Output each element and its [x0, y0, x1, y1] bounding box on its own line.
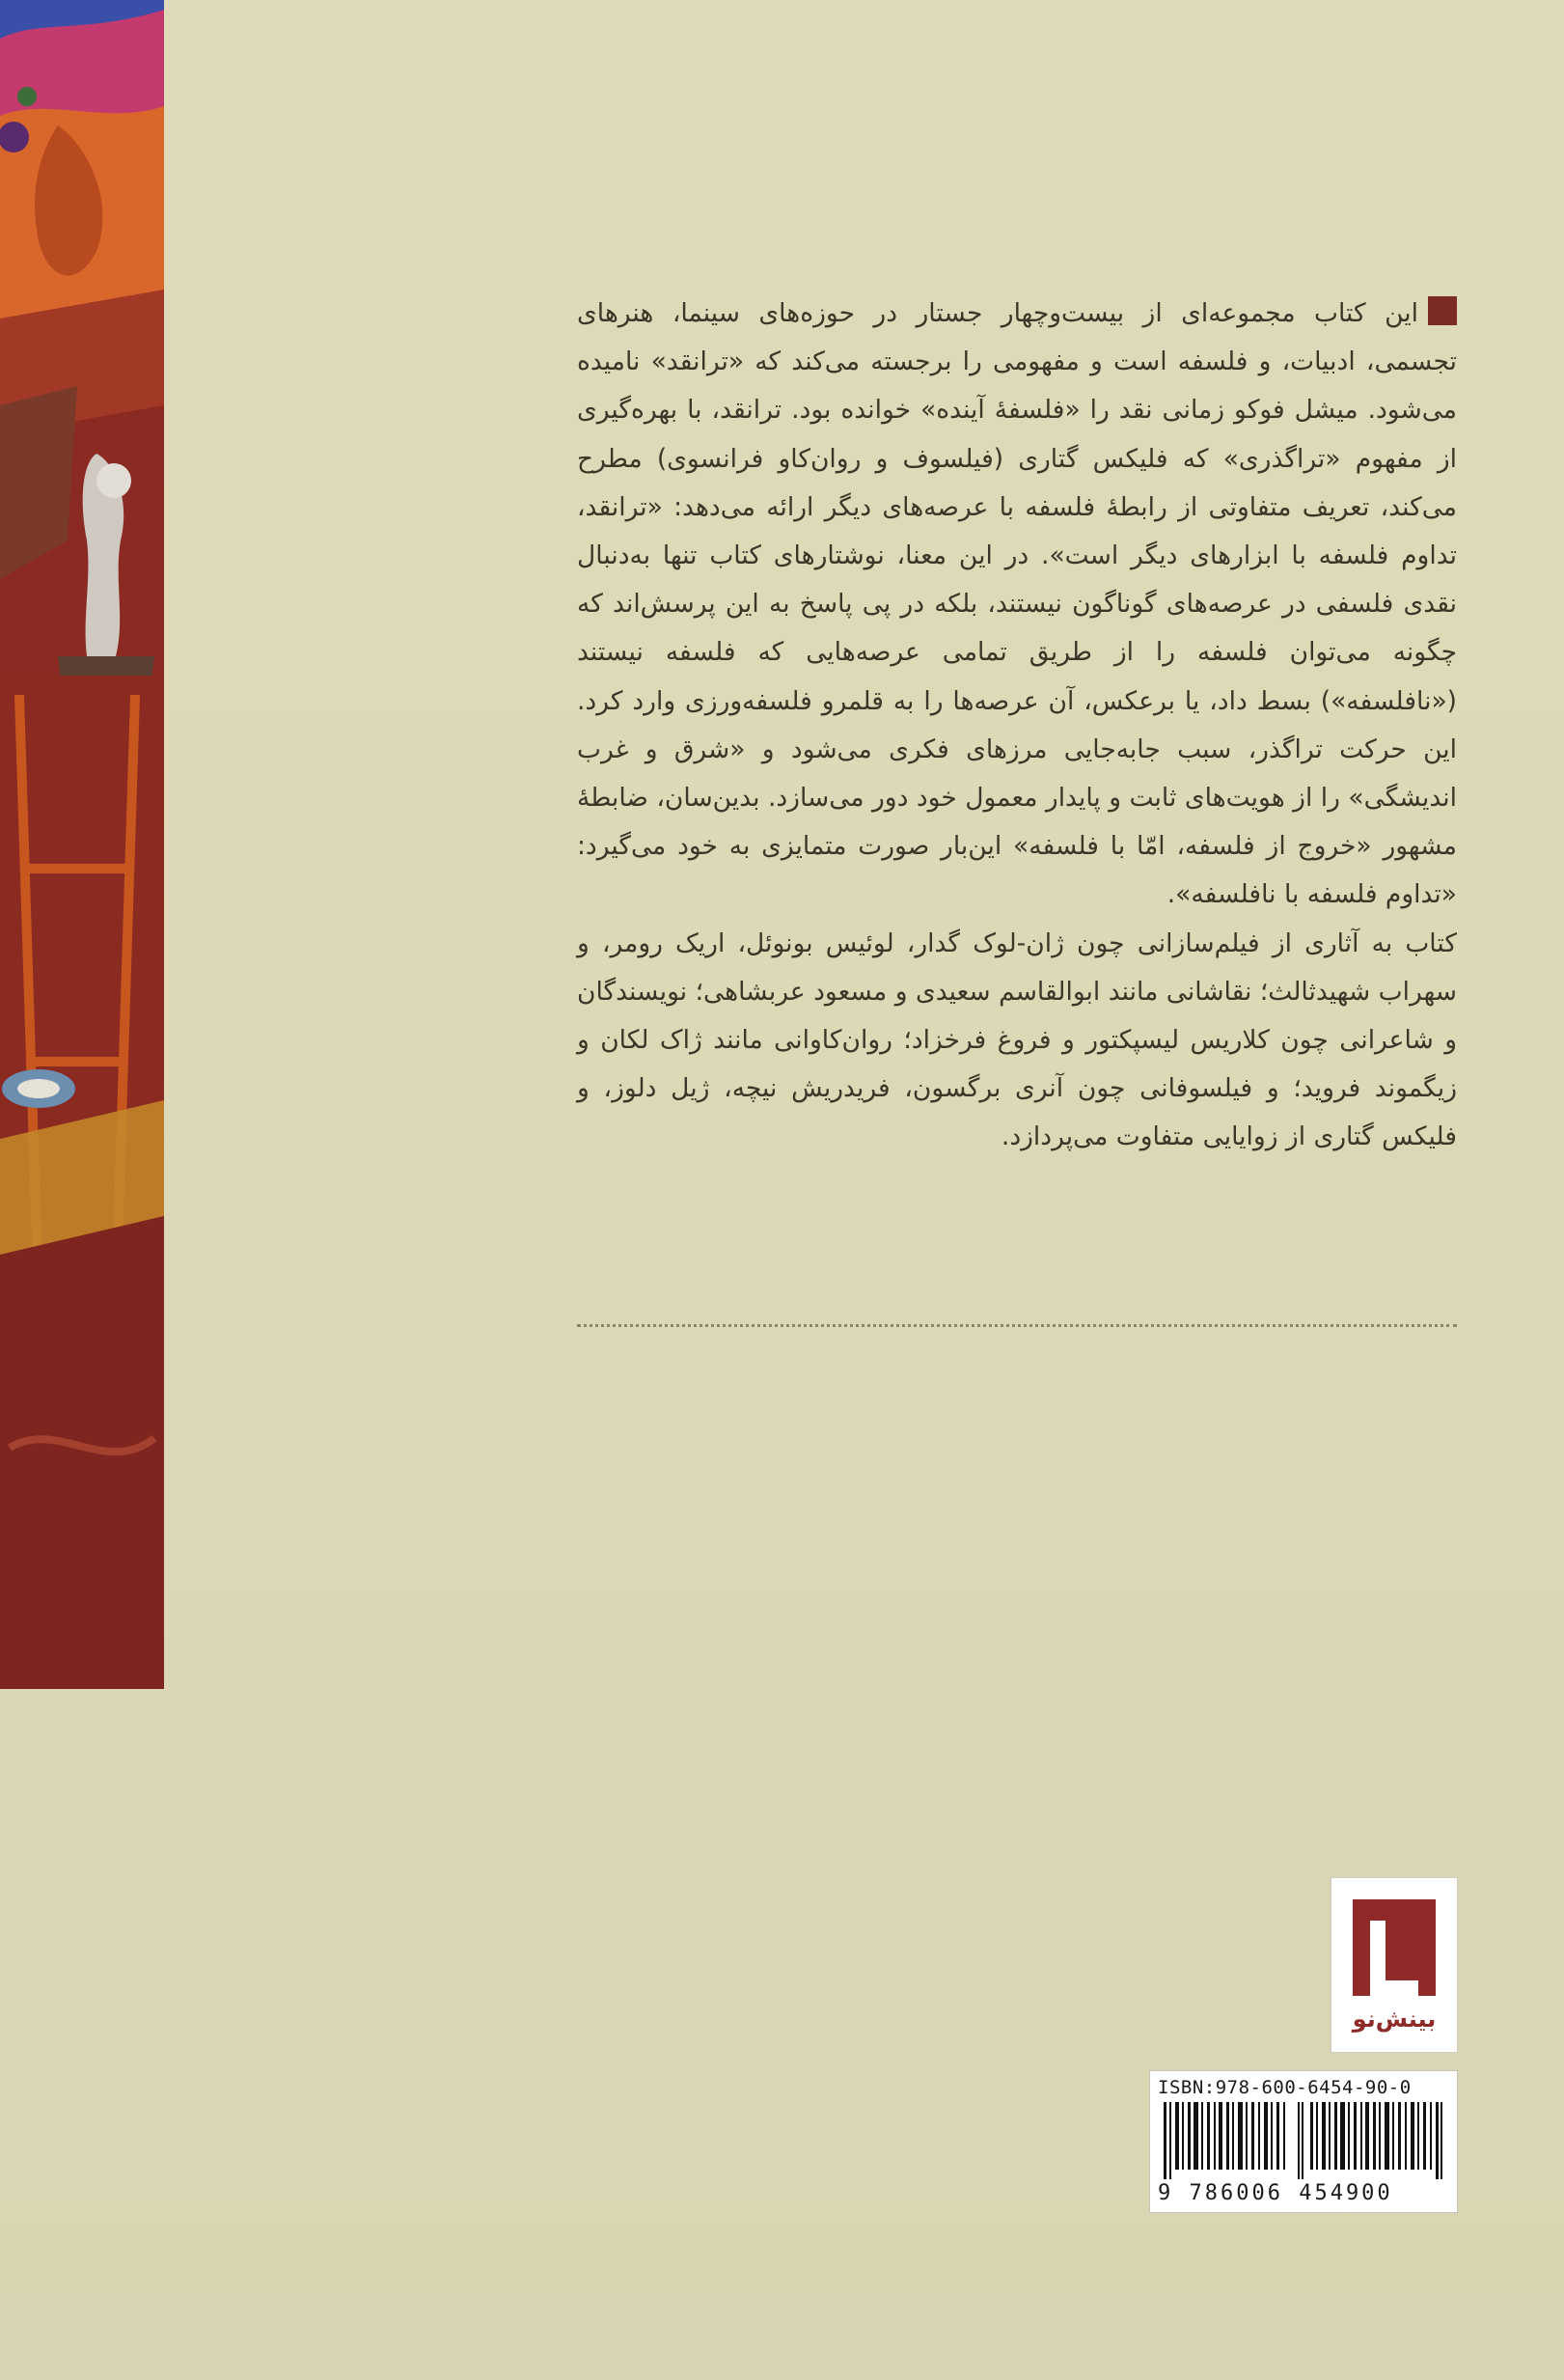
painting-illustration	[0, 0, 164, 1689]
cover-painting-strip	[0, 0, 164, 1689]
publisher-mark-icon	[1353, 1899, 1436, 1996]
publisher-name: بینش‌نو	[1352, 2006, 1437, 2033]
isbn-label: ISBN:978-600-6454-90-0	[1158, 2077, 1412, 2098]
publisher-logo	[1331, 1878, 1457, 2052]
description-paragraph: این کتاب مجموعه‌ای از بیست‌وچهار جستار در حوزه‌های سینما، هنرهای تجسمی، ادبیات، و فلسفه است و مفهومی را برجسته می‌کند که «ترانقد» نامیده می‌شود. میشل فوکو زمانی نقد را «فلسفهٔ آینده» خوانده بود. ترانقد، با بهره‌گیری از مفهوم «تراگذری» که فلیکس گتاری (فیلسوف و روان‌کاو فرانسوی) مطرح می‌کند، تعریف متفاوتی از رابطهٔ فلسفه با عرصه‌های دیگر ارائه می‌دهد: «ترانقد، تداوم فلسفه با ابزارهای دیگر است». در این معنا، نوشتارهای کتاب تنها به‌دنبال نقدی فلسفی در عرصه‌های گوناگون نیستند، بلکه در پی پاسخ به این پرسش‌اند که چگونه می‌توان فلسفه را از طریق تمامی عرصه‌هایی که فلسفه نیستند («نافلسفه») بسط داد، یا برعکس، آن عرصه‌ها را به قلمرو فلسفه‌ورزی وارد کرد. این حرکت تراگذر، سبب جابه‌جایی مرزهای فکری می‌شود و «شرق و غرب اندیشگی» را از هویت‌های ثابت و پایدار معمول خود دور می‌سازد. بدین‌سان، ضابطهٔ مشهور «خروج از فلسفه، امّا با فلسفه» این‌بار صورت متمایزی به خود می‌گیرد: «تداوم فلسفه با نافلسفه».	[577, 298, 1457, 910]
description-paragraph: کتاب به آثاری از فیلم‌سازانی چون ژان-لوک گدار، لوئیس بونوئل، اریک رومر، و سهراب شهیدثالث؛ نقاشانی مانند ابوالقاسم سعیدی و مسعود عربشاهی؛ نویسندگان و شاعرانی چون کلاریس لیسپکتور و فروغ فرخزاد؛ روان‌کاوانی مانند ژاک لکان و زیگموند فروید؛ و فیلسوفانی چون آنری برگسون، فریدریش نیچه، ژیل دلوز، و فلیکس گتاری از زوایایی متفاوت می‌پردازد.	[577, 927, 1457, 1152]
barcode-icon	[1164, 2102, 1443, 2179]
dotted-divider	[577, 1324, 1457, 1327]
square-bullet-icon	[1428, 296, 1457, 325]
book-description	[577, 290, 1457, 1162]
isbn-digits: 9 786006 454900	[1158, 2181, 1393, 2205]
isbn-barcode	[1150, 2071, 1457, 2212]
